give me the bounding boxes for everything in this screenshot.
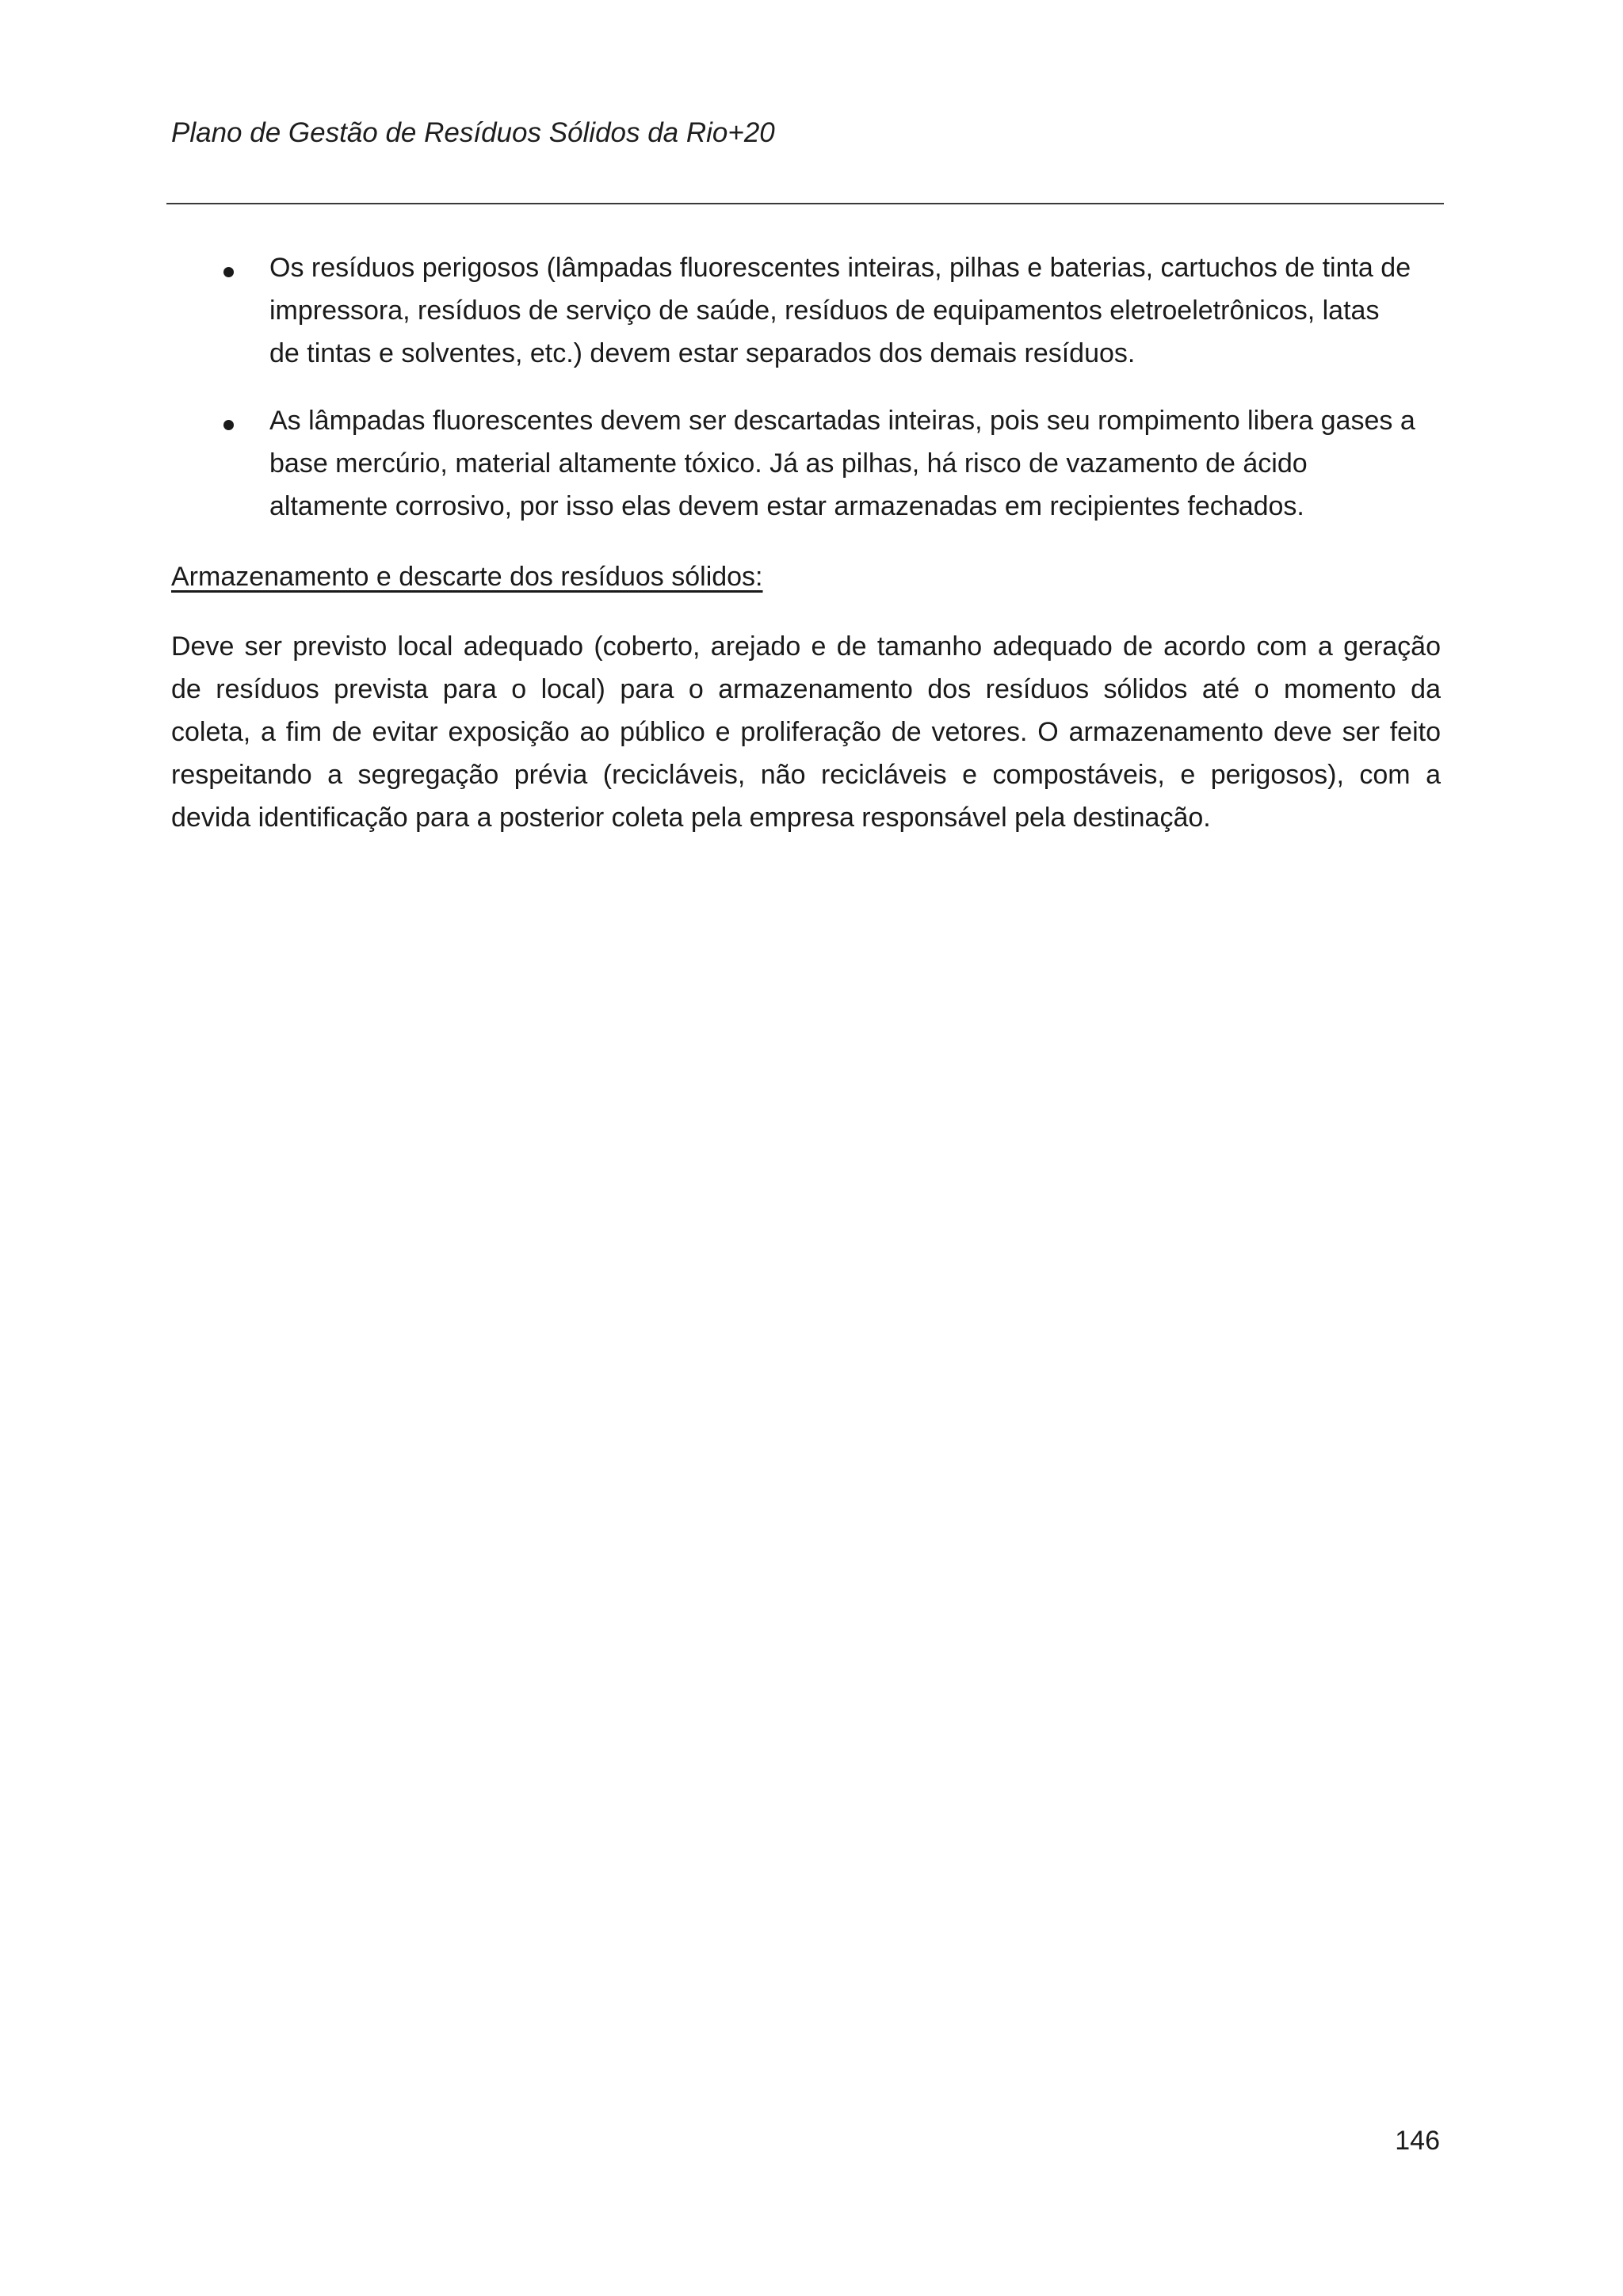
paragraph-line: respeitando a segregação prévia (recicláveis, não recicláveis e compostáveis, e perigosos), com a <box>171 760 1441 790</box>
bullet-line: de tintas e solventes, etc.) devem estar separados dos demais resíduos. <box>269 338 1136 368</box>
section-heading: Armazenamento e descarte dos resíduos sólidos: <box>171 562 763 592</box>
bullet-line: base mercúrio, material altamente tóxico. Já as pilhas, há risco de vazamento de ácido <box>269 448 1308 479</box>
bullet-line: altamente corrosivo, por isso elas devem estar armazenadas em recipientes fechados. <box>269 491 1304 521</box>
bullet-icon <box>223 267 234 277</box>
page-number: 146 <box>1395 2126 1440 2156</box>
bullet-line: Os resíduos perigosos (lâmpadas fluorescentes inteiras, pilhas e baterias, cartuchos de tinta de <box>269 253 1411 283</box>
paragraph-line: devida identificação para a posterior coleta pela empresa responsável pela destinação. <box>171 803 1211 833</box>
body-paragraph <box>171 625 1441 839</box>
bullet-line: As lâmpadas fluorescentes devem ser descartadas inteiras, pois seu rompimento libera gases a <box>269 406 1415 436</box>
bullet-line: impressora, resíduos de serviço de saúde, resíduos de equipamentos eletroeletrônicos, latas <box>269 296 1380 326</box>
paragraph-line: de resíduos prevista para o local) para o armazenamento dos resíduos sólidos até o momento da <box>171 674 1441 704</box>
bullet-item-hazardous-waste <box>269 246 1434 375</box>
header-divider <box>166 203 1444 204</box>
paragraph-line: Deve ser previsto local adequado (coberto, arejado e de tamanho adequado de acordo com a geração <box>171 631 1441 662</box>
bullet-item-fluorescent-lamps <box>269 399 1434 528</box>
bullet-icon <box>223 420 234 430</box>
paragraph-line: coleta, a fim de evitar exposição ao público e proliferação de vetores. O armazenamento deve ser feito <box>171 717 1441 747</box>
running-header: Plano de Gestão de Resíduos Sólidos da Rio+20 <box>171 117 775 148</box>
